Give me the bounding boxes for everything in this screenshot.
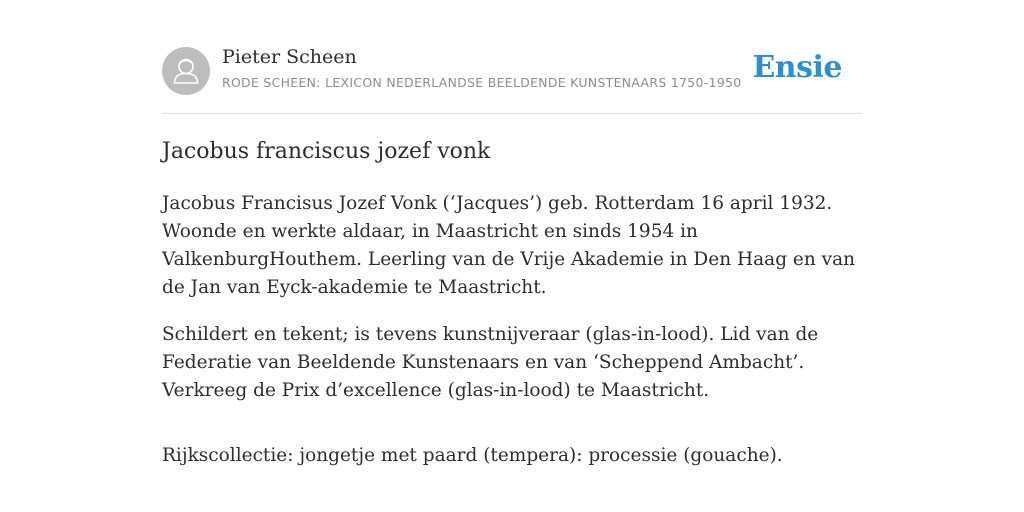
author-name[interactable]: Pieter Scheen bbox=[222, 46, 357, 68]
header-divider bbox=[162, 113, 862, 114]
person-icon bbox=[162, 47, 210, 95]
article-paragraph: Schildert en tekent; is tevens kunstnijveraar (glas-in-lood). Lid van de Federatie van Beeldende Kunstenaars en van ‘Scheppend Ambacht’. Verkreeg de Prix d’excellence (glas-in-lood) te Maastricht. bbox=[162, 324, 819, 401]
source-title[interactable]: RODE SCHEEN: LEXICON NEDERLANDSE BEELDENDE KUNSTENAARS 1750-1950 bbox=[222, 75, 742, 90]
article-paragraph: Jacobus Francisus Jozef Vonk (‘Jacques’) geb. Rotterdam 16 april 1932. Woonde en werkte aldaar, in Maastricht en sinds 1954 in ValkenburgHouthem. Leerling van de Vrije Akademie in Den Haag en van de Jan van Eyck-akademie te Maastricht. bbox=[162, 193, 856, 298]
article-header bbox=[162, 46, 862, 96]
article-title: Jacobus franciscus jozef vonk bbox=[162, 139, 491, 164]
article-body bbox=[162, 190, 862, 489]
author-avatar[interactable] bbox=[162, 47, 210, 95]
article-paragraph: Rijkscollectie: jongetje met paard (tempera): processie (gouache). bbox=[162, 445, 783, 466]
ensie-logo[interactable]: Ensie bbox=[752, 50, 842, 85]
